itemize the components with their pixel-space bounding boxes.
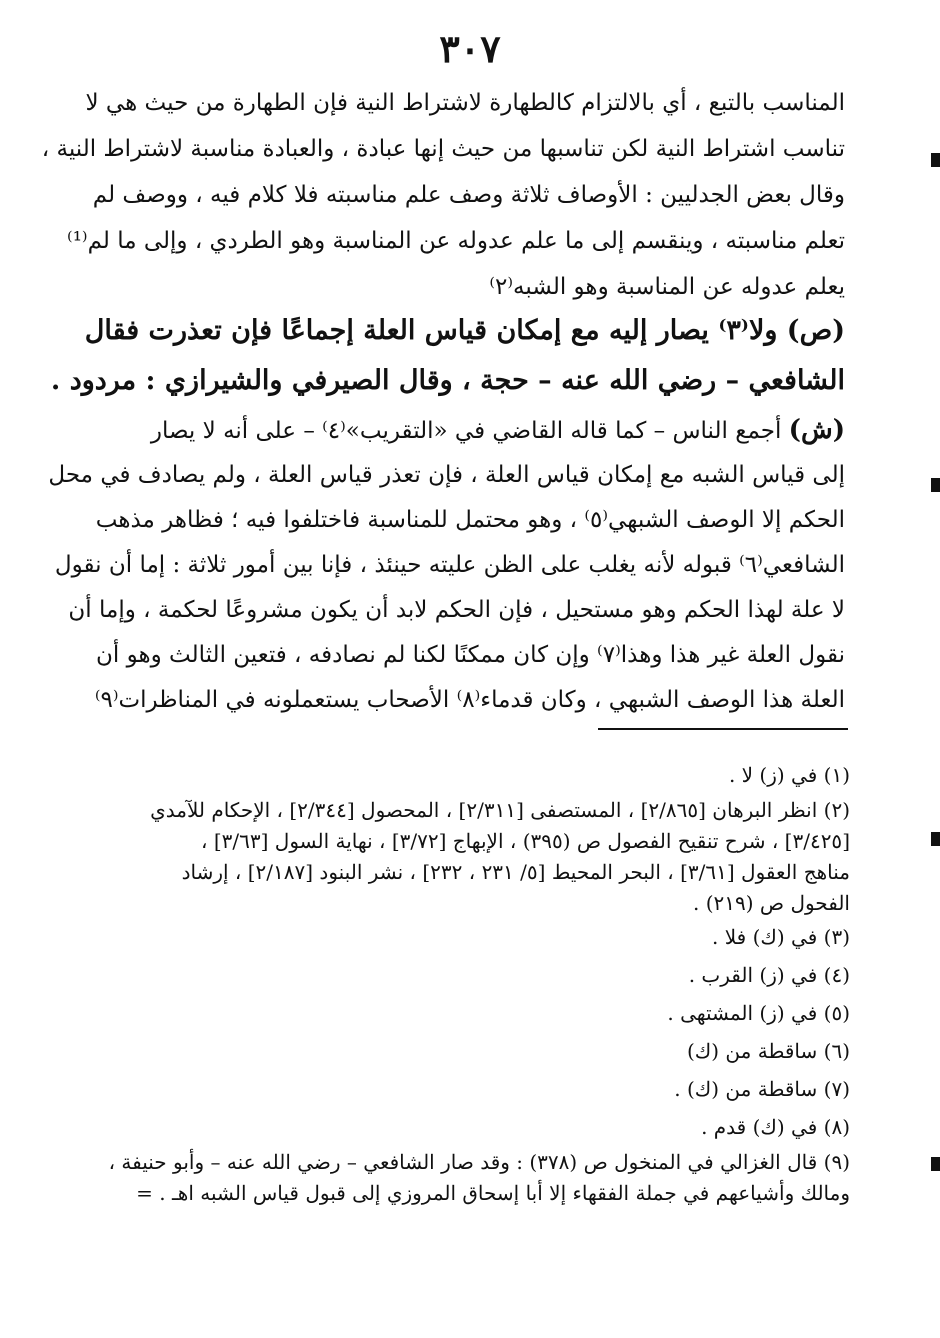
footnote-6: (٦) ساقطة من (ك) [686, 1039, 850, 1063]
footnote-5: (٥) في (ز) المشتهى . [667, 1001, 850, 1025]
footnote-9 [95, 1146, 850, 1208]
footnote-line: ومالك وأشياعهم في جملة الفقهاء إلا أبا إسحاق المروزي إلى قبول قياس الشبه اهـ . = [136, 1181, 850, 1205]
margin-scan-mark [931, 1157, 940, 1171]
footnote-4: (٤) في (ز) القرب . [688, 963, 850, 987]
margin-scan-mark [931, 478, 940, 492]
page-number: ٣٠٧ [439, 26, 501, 71]
text-line: لا علة لهذا الحكم وهو مستحيل ، فإن الحكم لابد أن يكون مشروعًا لحكمة ، وإما أن [68, 597, 845, 623]
margin-scan-mark [931, 832, 940, 846]
text-line: الحكم إلا الوصف الشبهي⁽٥⁾ ، وهو محتمل للمناسبة فاختلفوا فيه ؛ فظاهر مذهب [95, 507, 845, 533]
matn-line: (ص) ولا⁽٣⁾ يصار إليه مع إمكان قياس العلة إجماعًا فإن تعذرت فقال [84, 315, 845, 346]
text-line: وقال بعض الجدليين : الأوصاف ثلاثة وصف علم مناسبته فلا كلام فيه ، ووصف لم [92, 182, 845, 208]
footnote-line: الفحول ص (٢١٩) . [692, 891, 850, 915]
footnotes [95, 756, 850, 1208]
text-line: العلة هذا الوصف الشبهي ، وكان قدماء⁽٨⁾ الأصحاب يستعملونه في المناظرات⁽٩⁾ [94, 687, 845, 713]
text-line: الشافعي⁽٦⁾ قبوله لأنه يغلب على الظن عليته حينئذ ، فإنا بين أمور ثلاثة : إما أن نقول [54, 552, 845, 578]
matn-paragraph [50, 306, 845, 406]
text-line: المناسب بالتبع ، أي بالالتزام كالطهارة لاشتراط النية فإن الطهارة من حيث هي لا [85, 90, 845, 116]
text-line: نقول العلة غير هذا وهذا⁽٧⁾ وإن كان ممكنًا لكنا لم نصادفه ، فتعين الثالث وهو أن [96, 642, 845, 668]
text-line: تعلم مناسبته ، وينقسم إلى ما علم عدوله عن المناسبة وهو الطردي ، وإلى ما لم⁽¹⁾ [67, 228, 845, 254]
footnote-8: (٨) في (ك) قدم . [701, 1115, 850, 1139]
text-line: إلى قياس الشبه مع إمكان قياس العلة ، فإن تعذر قياس العلة ، ولم يصادف في محل [48, 462, 845, 488]
margin-scan-mark [931, 153, 940, 167]
footnote-line: [٣/٤٢٥] ، شرح تنقيح الفصول ص (٣٩٥) ، الإبهاج [٣/٧٢] ، نهاية السول [٣/٦٣] ، [201, 829, 850, 853]
sharh-line-text: أجمع الناس – كما قاله القاضي في «التقريب»⁽٤⁾ – على أنه لا يصار [150, 418, 789, 444]
footnote-line: (٢) انظر البرهان [٢/٨٦٥] ، المستصفى [٢/٣١١] ، المحصول [٢/٣٤٤] ، الإحكام للآمدي [150, 798, 850, 822]
text-line: يعلم عدوله عن المناسبة وهو الشبه⁽٢⁾ [489, 274, 845, 300]
text-line: تناسب اشتراط النية لكن تناسبها من حيث إنها عبادة ، والعبادة مناسبة لاشتراط النية ، [41, 136, 845, 162]
footnote-7: (٧) ساقطة من (ك) . [674, 1077, 850, 1101]
body-paragraph [41, 80, 845, 310]
sharh-marker: (ش) [788, 415, 845, 445]
footnote-2 [95, 794, 850, 918]
footnote-line: (٩) قال الغزالي في المنخول ص (٣٧٨) : وقد صار الشافعي – رضي الله عنه – وأبو حنيفة ، [108, 1150, 850, 1174]
footnote-line: مناهج العقول [٣/٦١] ، البحر المحيط [٥/ ٢٣١ ، ٢٣٢] ، نشر البنود [٢/١٨٧] ، إرشاد [181, 860, 850, 884]
footnote-divider [598, 728, 848, 730]
matn-line: الشافعي – رضي الله عنه – حجة ، وقال الصيرفي والشيرازي : مردود . [50, 365, 845, 396]
footnote-3: (٣) في (ك) فلا . [712, 925, 850, 949]
footnote-1: (١) في (ز) لا . [728, 763, 850, 787]
sharh-first-line [100, 408, 845, 453]
sharh-paragraph [48, 408, 845, 723]
